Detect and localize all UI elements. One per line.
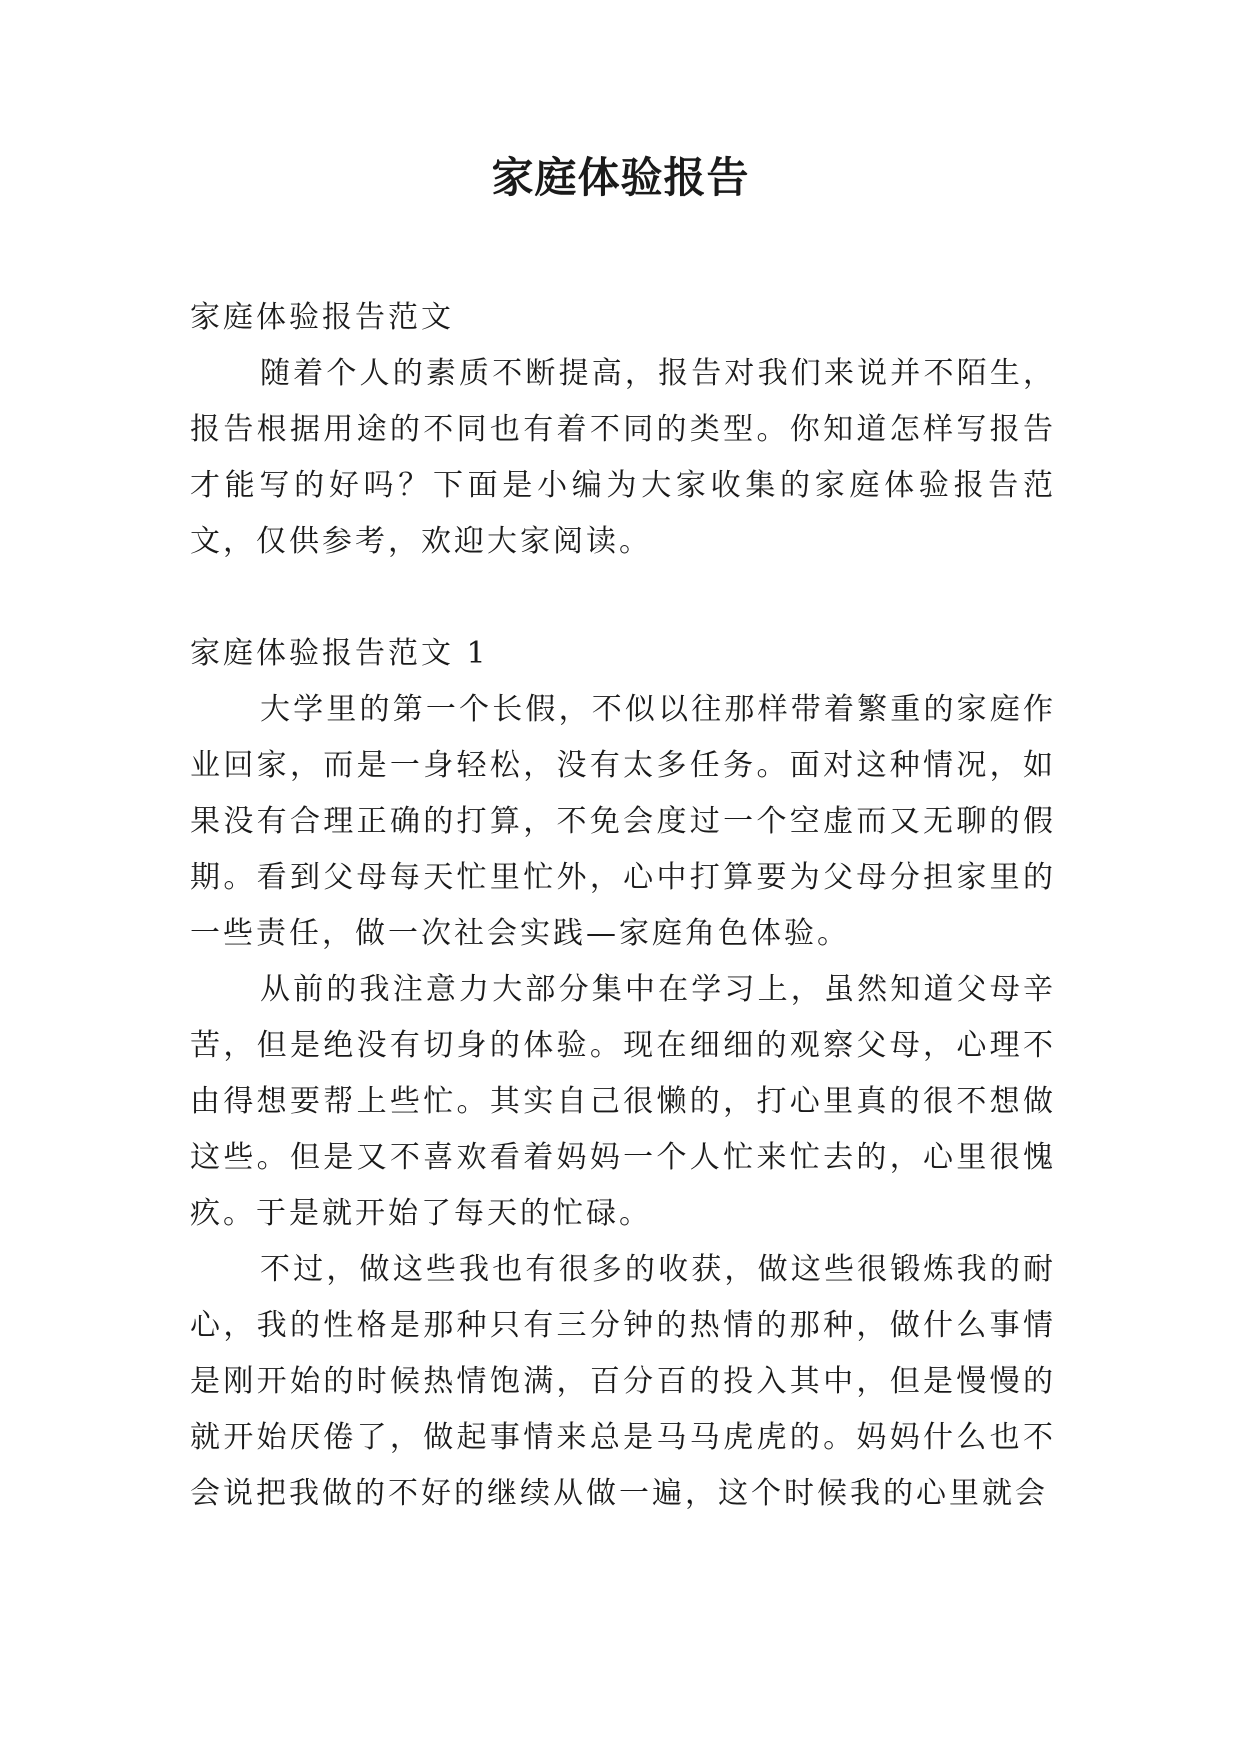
section-heading-sample-1: 家庭体验报告范文 1 (190, 636, 489, 671)
body-paragraph-3: 不过，做这些我也有很多的收获，做这些很锻炼我的耐心，我的性格是那种只有三分钟的热情的那种，做什么事情是刚开始的时候热情饱满，百分百的投入其中，但是慢慢的就开始厌倦了，做起事情来总是马马虎虎的。妈妈什么也不会说把我做的不好的继续从做一遍，这个时候我的心里就会 (190, 1252, 1056, 1511)
intro-paragraph: 随着个人的素质不断提高，报告对我们来说并不陌生，报告根据用途的不同也有着不同的类型。你知道怎样写报告才能写的好吗？下面是小编为大家收集的家庭体验报告范文，仅供参考，欢迎大家阅读。 (190, 356, 1056, 559)
body-paragraph-2: 从前的我注意力大部分集中在学习上，虽然知道父母辛苦，但是绝没有切身的体验。现在细细的观察父母，心理不由得想要帮上些忙。其实自己很懒的，打心里真的很不想做这些。但是又不喜欢看着妈妈一个人忙来忙去的，心里很愧疚。于是就开始了每天的忙碌。 (190, 972, 1056, 1231)
body-paragraph-1: 大学里的第一个长假，不似以往那样带着繁重的家庭作业回家，而是一身轻松，没有太多任务。面对这种情况，如果没有合理正确的打算，不免会度过一个空虚而又无聊的假期。看到父母每天忙里忙外，心中打算要为父母分担家里的一些责任，做一次社会实践—家庭角色体验。 (190, 692, 1056, 951)
document-title: 家庭体验报告 (491, 153, 750, 202)
section-spacer (190, 570, 1056, 626)
document-body (190, 290, 1056, 1522)
section-heading-intro: 家庭体验报告范文 (190, 300, 454, 335)
